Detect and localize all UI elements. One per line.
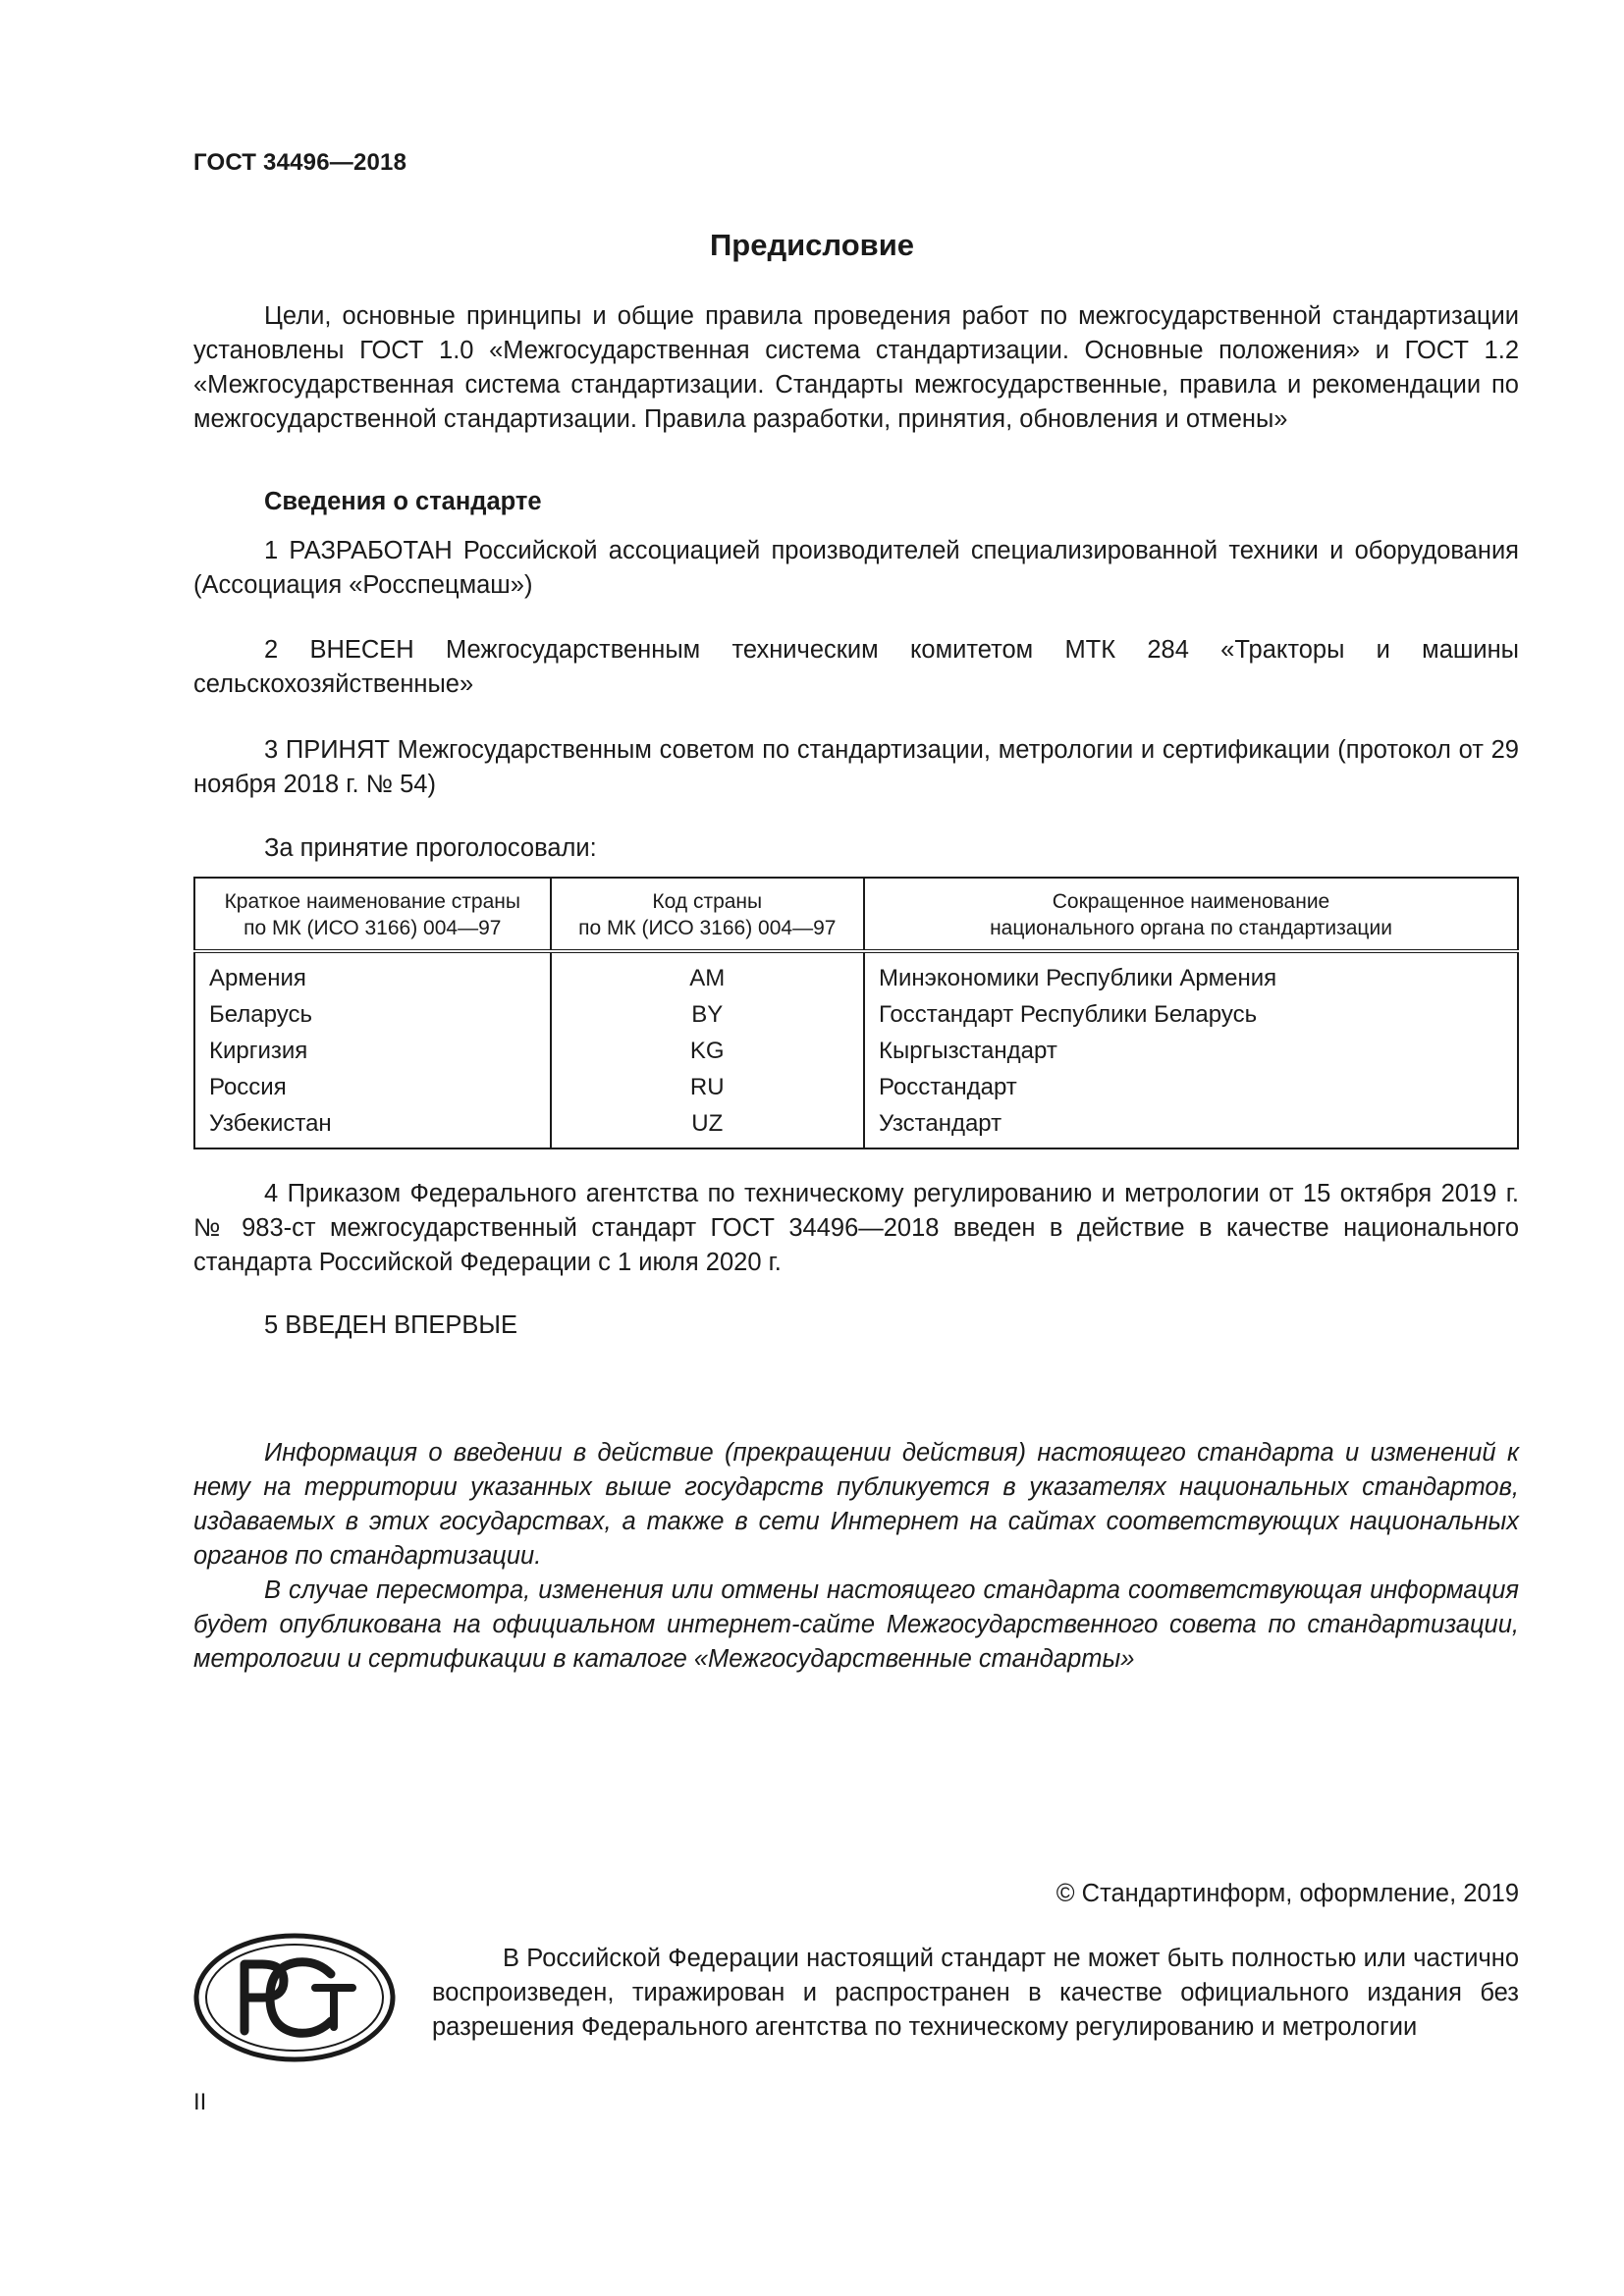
page-number: II xyxy=(193,2089,207,2115)
table-row xyxy=(194,1069,1518,1105)
national-body-cell: Госстандарт Республики Беларусь xyxy=(879,1000,1258,1028)
country-code-cell: BY xyxy=(551,996,864,1033)
national-body-cell: Узстандарт xyxy=(879,1109,1002,1137)
header-line: Код страны xyxy=(652,890,763,913)
header-line: Сокращенное наименование xyxy=(1052,890,1330,913)
member-states-table xyxy=(193,877,1519,1149)
header-line: по МК (ИСО 3166) 004—97 xyxy=(578,917,837,939)
country-code-cell: RU xyxy=(551,1069,864,1105)
copyright-line: © Стандартинформ, оформление, 2019 xyxy=(1056,1880,1519,1907)
header-line: национального органа по стандартизации xyxy=(990,917,1392,939)
country-code-cell: UZ xyxy=(551,1105,864,1148)
table-row xyxy=(194,951,1518,996)
national-body-cell: Минэкономики Республики Армения xyxy=(879,964,1277,991)
country-code-cell: KG xyxy=(551,1033,864,1069)
item-5-introduced: 5 ВВЕДЕН ВПЕРВЫЕ xyxy=(264,1311,518,1339)
table-row xyxy=(194,1105,1518,1148)
country-name-cell: Узбекистан xyxy=(194,1105,551,1148)
document-id: ГОСТ 34496—2018 xyxy=(193,149,407,176)
intro-paragraph: Цели, основные принципы и общие правила проведения работ по межгосударственной стандартизации установлены ГОСТ 1.0 «Межгосударственная система стандартизации. Основные положения» и ГОСТ 1.2 «Межгосударственная система стандартизации. Стандарты межгосударственные, правила и рекомендации по межгосударственной стандартизации. Правила разработки, принятия, обновления и отмены» xyxy=(193,302,1519,433)
reproduction-notice: В Российской Федерации настоящий стандарт не может быть полностью или частично воспроизведен, тиражирован и распространен в качестве официального издания без разрешения Федерального агентства по техническому регулированию и метрологии xyxy=(432,1945,1519,2041)
table-header-cell xyxy=(864,878,1518,951)
vote-caption: За принятие проголосовали: xyxy=(264,834,597,862)
pct-certification-logo xyxy=(193,1933,396,2062)
national-body-cell: Кыргызстандарт xyxy=(879,1037,1057,1064)
italic-note-1: Информация о введении в действие (прекращении действия) настоящего стандарта и изменений к нему на территории указанных выше государств публикуется в указателях национальных стандартов, издаваемых в этих государствах, а также в сети Интернет на сайтах соответствующих национальных органов по стандартизации. xyxy=(193,1439,1519,1570)
info-heading: Сведения о стандарте xyxy=(264,488,542,515)
table-header-cell xyxy=(551,878,864,951)
item-2-submitted: 2 ВНЕСЕН Межгосударственным техническим комитетом МТК 284 «Тракторы и машины сельскохозяйственные» xyxy=(193,636,1519,698)
page-title: Предисловие xyxy=(709,228,914,262)
country-name-cell: Россия xyxy=(194,1069,551,1105)
table-row xyxy=(194,996,1518,1033)
header-line: по МК (ИСО 3166) 004—97 xyxy=(244,917,502,939)
item-4-enacted: 4 Приказом Федерального агентства по техническому регулированию и метрологии от 15 октября 2019 г. № 983-ст межгосударственный стандарт ГОСТ 34496—2018 введен в действие в качестве национального стандарта Российской Федерации с 1 июля 2020 г. xyxy=(193,1180,1519,1276)
country-name-cell: Армения xyxy=(194,951,551,996)
item-1-developed: 1 РАЗРАБОТАН Российской ассоциацией производителей специализированной техники и оборудования (Ассоциация «Росспецмаш») xyxy=(193,537,1519,599)
table-header-row xyxy=(194,878,1518,951)
country-name-cell: Киргизия xyxy=(194,1033,551,1069)
country-code-cell: AM xyxy=(551,951,864,996)
table-header-cell xyxy=(194,878,551,951)
item-3-adopted: 3 ПРИНЯТ Межгосударственным советом по стандартизации, метрологии и сертификации (протокол от 29 ноября 2018 г. № 54) xyxy=(193,736,1519,798)
country-name-cell: Беларусь xyxy=(194,996,551,1033)
italic-note-2: В случае пересмотра, изменения или отмены настоящего стандарта соответствующая информация будет опубликована на официальном интернет-сайте Межгосударственного совета по стандартизации, метрологии и сертификации в каталоге «Межгосударственные стандарты» xyxy=(193,1576,1519,1673)
table-row xyxy=(194,1033,1518,1069)
header-line: Краткое наименование страны xyxy=(224,890,520,913)
national-body-cell: Росстандарт xyxy=(879,1073,1017,1100)
